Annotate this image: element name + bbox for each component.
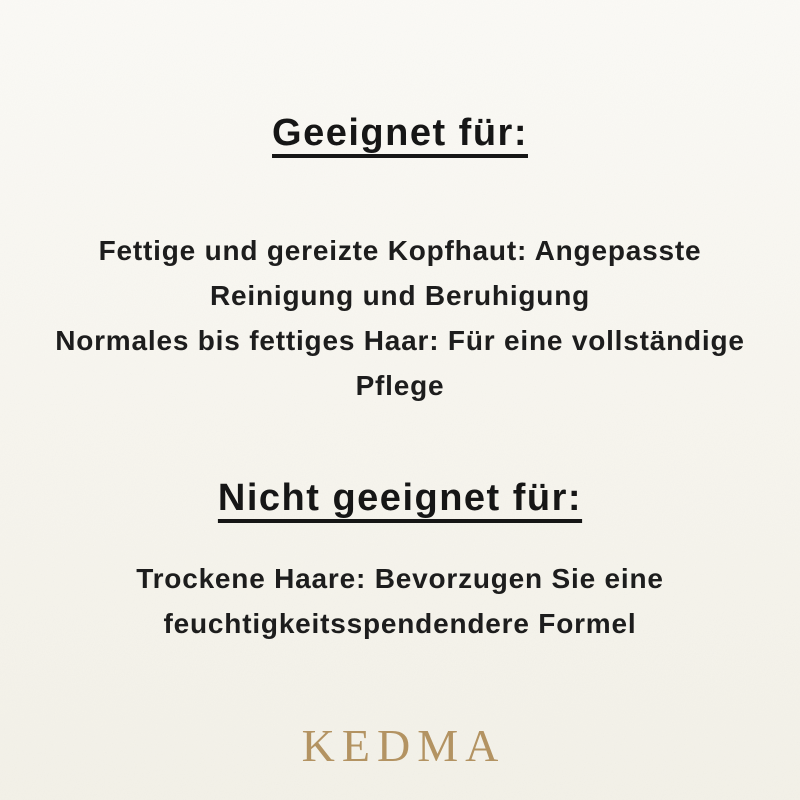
suitable-line-1: Fettige und gereizte Kopfhaut: Angepasste — [98, 235, 702, 266]
suitable-line-2: Reinigung und Beruhigung — [209, 280, 591, 311]
suitable-line-3: Normales bis fettiges Haar: Für eine vollständige — [55, 325, 745, 356]
not-suitable-text — [0, 556, 800, 646]
not-suitable-line-1: Trockene Haare: Bevorzugen Sie eine — [136, 563, 664, 594]
suitable-heading: Geeignet für: — [272, 112, 528, 154]
not-suitable-line-2: feuchtigkeitsspendendere Formel — [163, 608, 637, 639]
suitable-text — [0, 228, 800, 408]
brand-logo: KEDMA — [301, 720, 506, 771]
not-suitable-heading: Nicht geeignet für: — [217, 477, 583, 519]
suitable-line-4: Pflege — [355, 370, 445, 401]
